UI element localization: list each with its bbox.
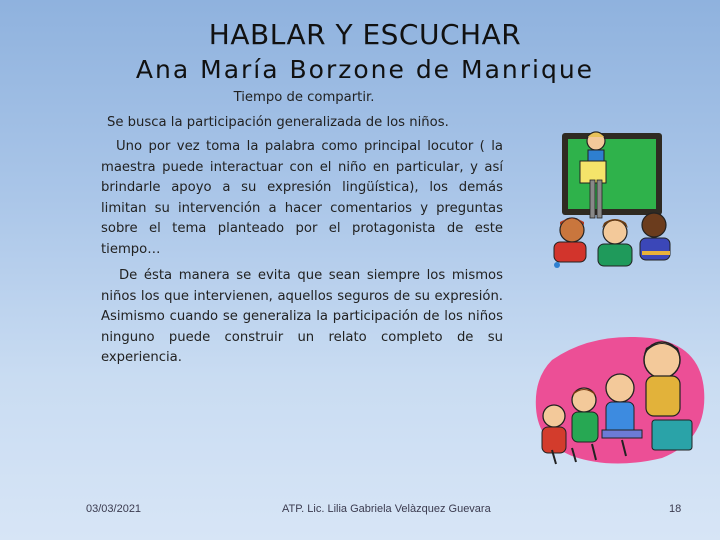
- footer-date: 03/03/2021: [86, 503, 142, 515]
- footer-page-number: 18: [669, 503, 682, 515]
- teacher-students-illustration: [540, 125, 675, 275]
- slide-subtitle: Tiempo de compartir.: [233, 90, 375, 105]
- paragraph-3: De ésta manera se evita que sean siempre los mismos niños los que intervienen, aquellos seguros de su expresión. Asimismo cuando se generaliza la participación de los niños ninguno puede construir un relato completo de su experiencia.: [101, 268, 503, 365]
- slide-title-line1: HABLAR Y ESCUCHAR: [208, 18, 522, 51]
- paragraph-2: Uno por vez toma la palabra como principal locutor ( la maestra puede interactuar con el niño en particular, y así brindarle apoyo a su expresión lingüística), los demás limitan su intervención a hacer comentarios y preguntas sobre el tema planteado por el protagonista de este tiempo…: [101, 139, 503, 257]
- children-group-illustration: [532, 330, 707, 470]
- paragraph-1: Se busca la participación generalizada de los niños.: [107, 114, 449, 130]
- slide-title-line2: Ana María Borzone de Manrique: [135, 55, 595, 84]
- slide-body: [101, 88, 503, 369]
- footer-author: ATP. Lic. Lilia Gabriela Velàzquez Guevara: [282, 503, 491, 515]
